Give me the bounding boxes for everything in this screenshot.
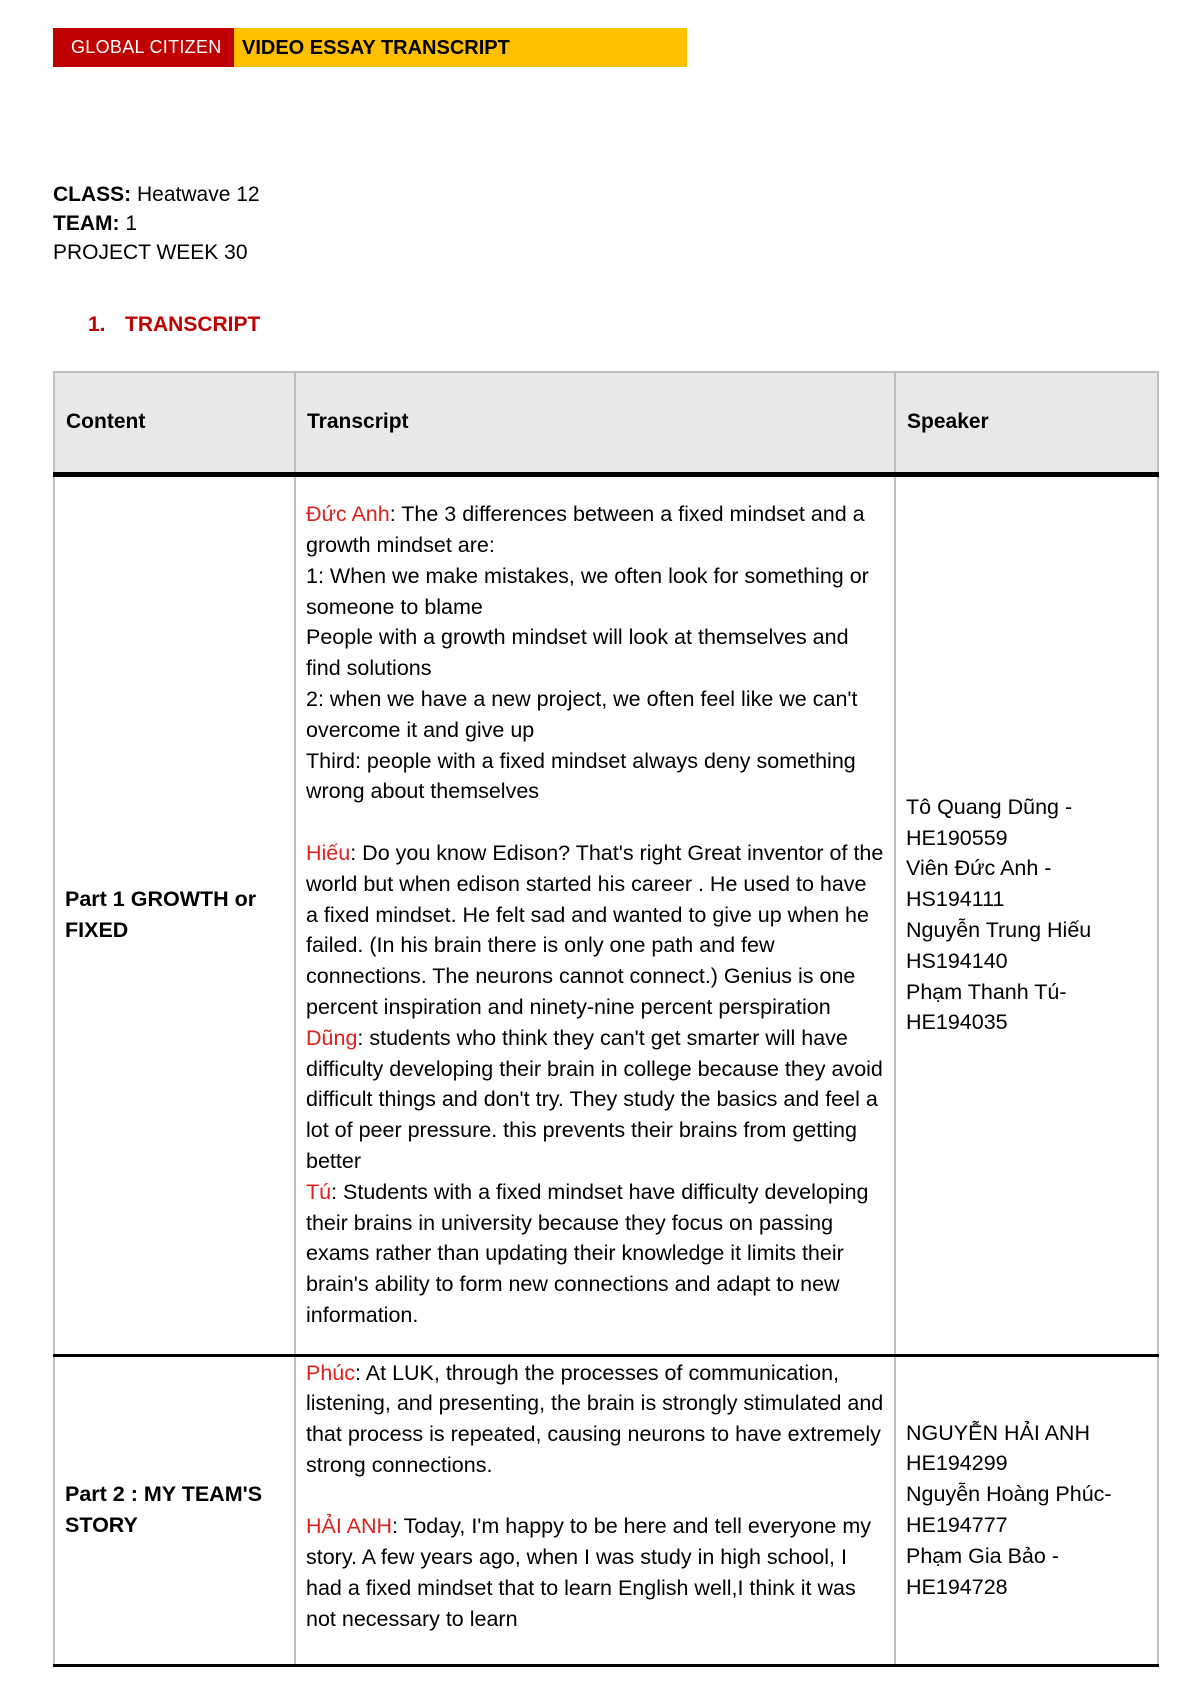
team-line xyxy=(53,209,260,238)
speaker-cell xyxy=(895,474,1158,1355)
header-speaker: Speaker xyxy=(895,372,1158,474)
project-line: PROJECT WEEK 30 xyxy=(53,241,248,264)
speaker-entry: Phạm Gia Bảo - HE194728 xyxy=(906,1543,1059,1599)
table-row xyxy=(54,474,1158,1355)
speaker-name: Dũng xyxy=(306,1025,358,1050)
header-banner xyxy=(53,28,687,67)
speaker-entry: Tô Quang Dũng - HE190559 xyxy=(906,794,1073,850)
transcript-paragraph: Tú: Students with a fixed mindset have difficulty developing their brains in university because they focus on passing exams rather than updating their knowledge it limits their brain's ability to form new connections and adapt to new information. xyxy=(306,1179,869,1327)
transcript-paragraph: 1: When we make mistakes, we often look for something or someone to blame xyxy=(306,563,869,619)
section-number: 1. xyxy=(88,313,106,336)
transcript-paragraph: Dũng: students who think they can't get smarter will have difficulty developing their brain in college because they avoid difficult things and don't try. They study the basics and feel a lot of peer pressure. this prevents their brains from getting better xyxy=(306,1025,883,1173)
speaker-entry: Nguyễn Trung Hiếu HS194140 xyxy=(906,918,1092,973)
table-row xyxy=(54,1355,1158,1665)
transcript-paragraph: People with a growth mindset will look at themselves and find solutions xyxy=(306,625,849,681)
class-value: Heatwave 12 xyxy=(131,183,260,206)
header-transcript: Transcript xyxy=(295,372,895,474)
project-meta xyxy=(53,180,260,267)
speaker-cell xyxy=(895,1355,1158,1665)
speaker-name: Hiếu xyxy=(306,841,351,865)
blank-line xyxy=(306,807,884,838)
section-heading xyxy=(88,313,260,337)
section-title: TRANSCRIPT xyxy=(125,313,261,336)
transcript-paragraph: 2: when we have a new project, we often feel like we can't overcome it and give up xyxy=(306,687,858,742)
team-label: TEAM: xyxy=(53,212,120,235)
speaker-entry: NGUYỄN HẢI ANH HE194299 xyxy=(906,1420,1090,1476)
transcript-paragraph: HẢI ANH: Today, I'm happy to be here and tell everyone my story. A few years ago, when I was study in high school, I had a fixed mindset that to learn English well,I think it was not necessary to learn xyxy=(306,1514,872,1631)
transcript-paragraph: Third: people with a fixed mindset always deny something wrong about themselves xyxy=(306,748,856,804)
speaker-entry: Nguyễn Hoàng Phúc- HE194777 xyxy=(906,1482,1112,1537)
transcript-cell xyxy=(295,1355,895,1665)
content-cell: Part 1 GROWTH or FIXED xyxy=(54,474,295,1355)
content-cell: Part 2 : MY TEAM'S STORY xyxy=(54,1355,295,1665)
table-header-row xyxy=(54,372,1158,474)
speaker-entry: Viên Đức Anh - HS194111 xyxy=(906,856,1052,912)
transcript-paragraph: Hiếu: Do you know Edison? That's right Great inventor of the world but when edison started his career . He used to have a fixed mindset. He felt sad and wanted to give up when he failed. (In his brain there is only one path and few connections. The neurons cannot connect.) Genius is one percent inspiration and ninety-nine percent perspiration xyxy=(306,841,884,1019)
speaker-name: Tú xyxy=(306,1179,332,1204)
class-label: CLASS: xyxy=(53,183,132,206)
speaker-name: Đức Anh xyxy=(306,502,390,527)
transcript-paragraph: Đức Anh: The 3 differences between a fixed mindset and a growth mindset are: xyxy=(306,502,865,558)
speaker-entry: Phạm Thanh Tú- HE194035 xyxy=(906,979,1067,1035)
transcript-table xyxy=(53,371,1159,1667)
team-value: 1 xyxy=(119,212,138,235)
class-line xyxy=(53,180,260,209)
speaker-name: HẢI ANH xyxy=(306,1514,393,1539)
transcript-paragraph: Phúc: At LUK, through the processes of communication, listening, and presenting, the brain is strongly stimulated and that process is repeated, causing neurons to have extremely strong connections. xyxy=(306,1360,884,1477)
transcript-cell xyxy=(295,474,895,1355)
header-content: Content xyxy=(54,372,295,474)
brand-label: GLOBAL CITIZEN xyxy=(53,28,234,67)
blank-line xyxy=(306,1481,884,1512)
document-title: VIDEO ESSAY TRANSCRIPT xyxy=(242,37,510,59)
speaker-name: Phúc xyxy=(306,1360,356,1385)
